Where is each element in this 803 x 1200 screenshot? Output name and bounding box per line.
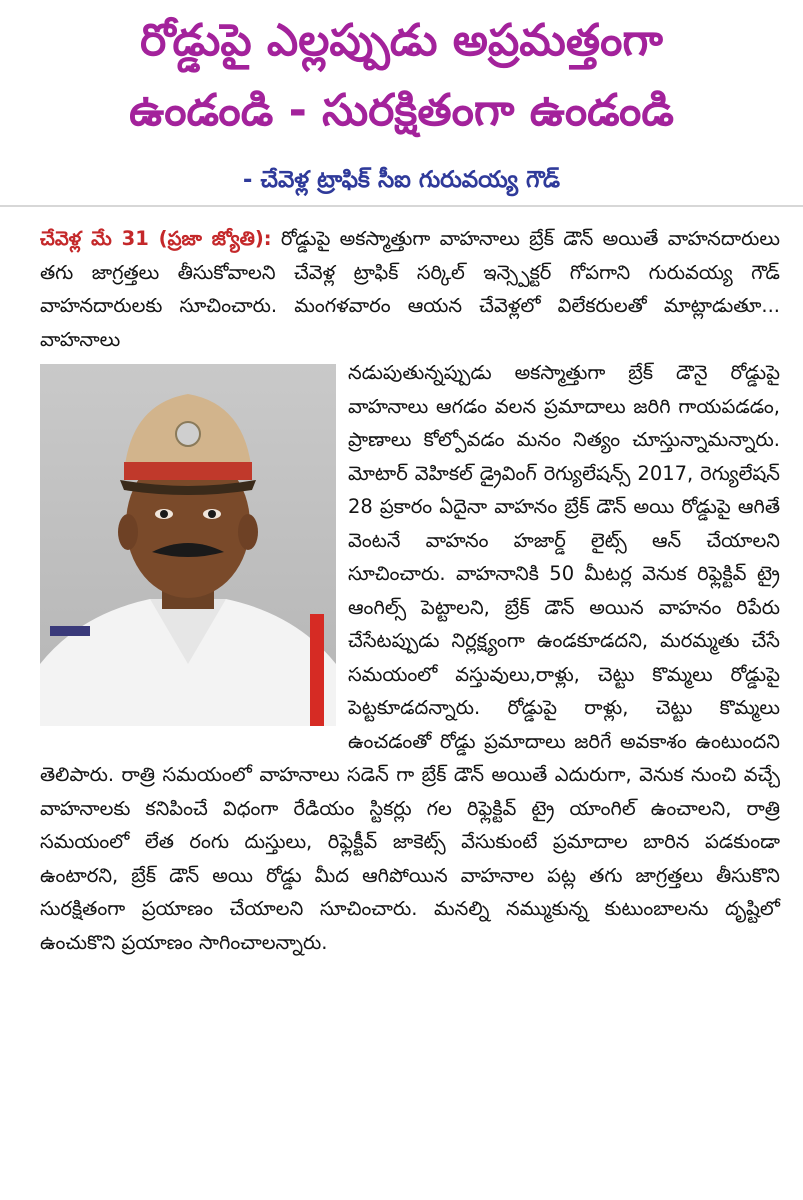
headline-line-1: రోడ్డుపై ఎల్లప్పుడు అప్రమత్తంగా xyxy=(140,15,663,66)
dateline: చేవెళ్ల మే 31 (ప్రజా జ్యోతి): xyxy=(40,227,272,250)
officer-portrait-icon xyxy=(40,364,336,726)
officer-photo xyxy=(40,364,336,726)
headline xyxy=(0,6,803,146)
article-paragraph-top: రోడ్డుపై అకస్మాత్తుగా వాహనాలు బ్రేక్ డౌన్ అయితే వాహనదారులు తగు జాగ్రత్తలు తీసుకోవాలని చేవెళ్ల ట్రాఫిక్ సర్కిల్ ఇన్స్పెక్టర్ గోపగాని గురువయ్య గౌడ్ వాహనదారులకు సూచించారు. మంగళవారం ఆయన చేవెళ్లలో విలేకరులతో మాట్లాడుతూ... వాహనాలు xyxy=(40,227,780,351)
divider xyxy=(0,205,803,207)
headline-line-2: ఉండండి - సురక్షితంగా ఉండండి xyxy=(129,85,674,136)
subheadline: - చేవెళ్ల ట్రాఫిక్ సీఐ గురువయ్య గౌడ్ xyxy=(242,167,561,193)
article-paragraph-wrap: నడుపుతున్నప్పుడు అకస్మాత్తుగా బ్రేక్ డౌనై రోడ్డుపై వాహనాలు ఆగడం వలన ప్రమాదాలు జరిగి గాయపడడం, ప్రాణాలు కోల్పోవడం మనం నిత్యం చూస్తున్నామన్నారు. మోటార్ వెహికల్ డ్రైవింగ్ రెగ్యులేషన్స్ 2017, రెగ్యులేషన్ 28 ప్రకారం ఏదైనా వాహనం బ్రేక్ డౌన్ అయి రోడ్డుపై ఆగితే వెంటనే వాహనం హజార్డ్ లైట్స్ ఆన్ చేయాలని సూచించారు. వాహనానికి 50 మీటర్ల వెనుక రిఫ్లెక్టివ్ ట్రై ఆంగిల్స్ పెట్టాలని, బ్రేక్ డౌన్ అయిన వాహనం రిపేరు చేసేటప్పుడు నిర్లక్ష్యంగా ఉండకూడదని, మరమ్మతు చేసే సమయంలో వస్తువులు,రాళ్లు, చెట్టు కొమ్మలు రోడ్డుపై పెట్టకూడదన్నారు. రోడ్డుపై రాళ్లు, చెట్టు కొమ్మలు ఉంచడంతో రోడ్డు ప్రమాదాలు జరిగే అవకాశం ఉంటుందని తెలిపారు. రాత్రి సమయంలో వాహనాలు సడెన్ గా బ్రేక్ డౌన్ అయితే ఎదురుగా, వెనుక నుంచి వచ్చే వాహనాలకు కనిపించే విధంగా రేడియం స్టికర్లు గల రిఫ్లెక్టివ్ ట్రై యాంగిల్ ఉంచాలని, రాత్రి సమయంలో లేత రంగు దుస్తులు, రిఫ్లెక్టీవ్ జాకెట్స్ వేసుకుంటే ప్రమాదాల బారిన పడకుండా ఉంటారని, బ్రేక్ డౌన్ అయి రోడ్డు మీద ఆగిపోయిన వాహనాల పట్ల తగు జాగ్రత్తలు తీసుకొని సురక్షితంగా ప్రయాణం చేయాలని సూచించారు. మనల్ని నమ్ముకున్న కుటుంబాలను దృష్టిలో ఉంచుకొని ప్రయాణం సాగించాలన్నారు. xyxy=(40,361,780,954)
article-body xyxy=(40,222,780,959)
